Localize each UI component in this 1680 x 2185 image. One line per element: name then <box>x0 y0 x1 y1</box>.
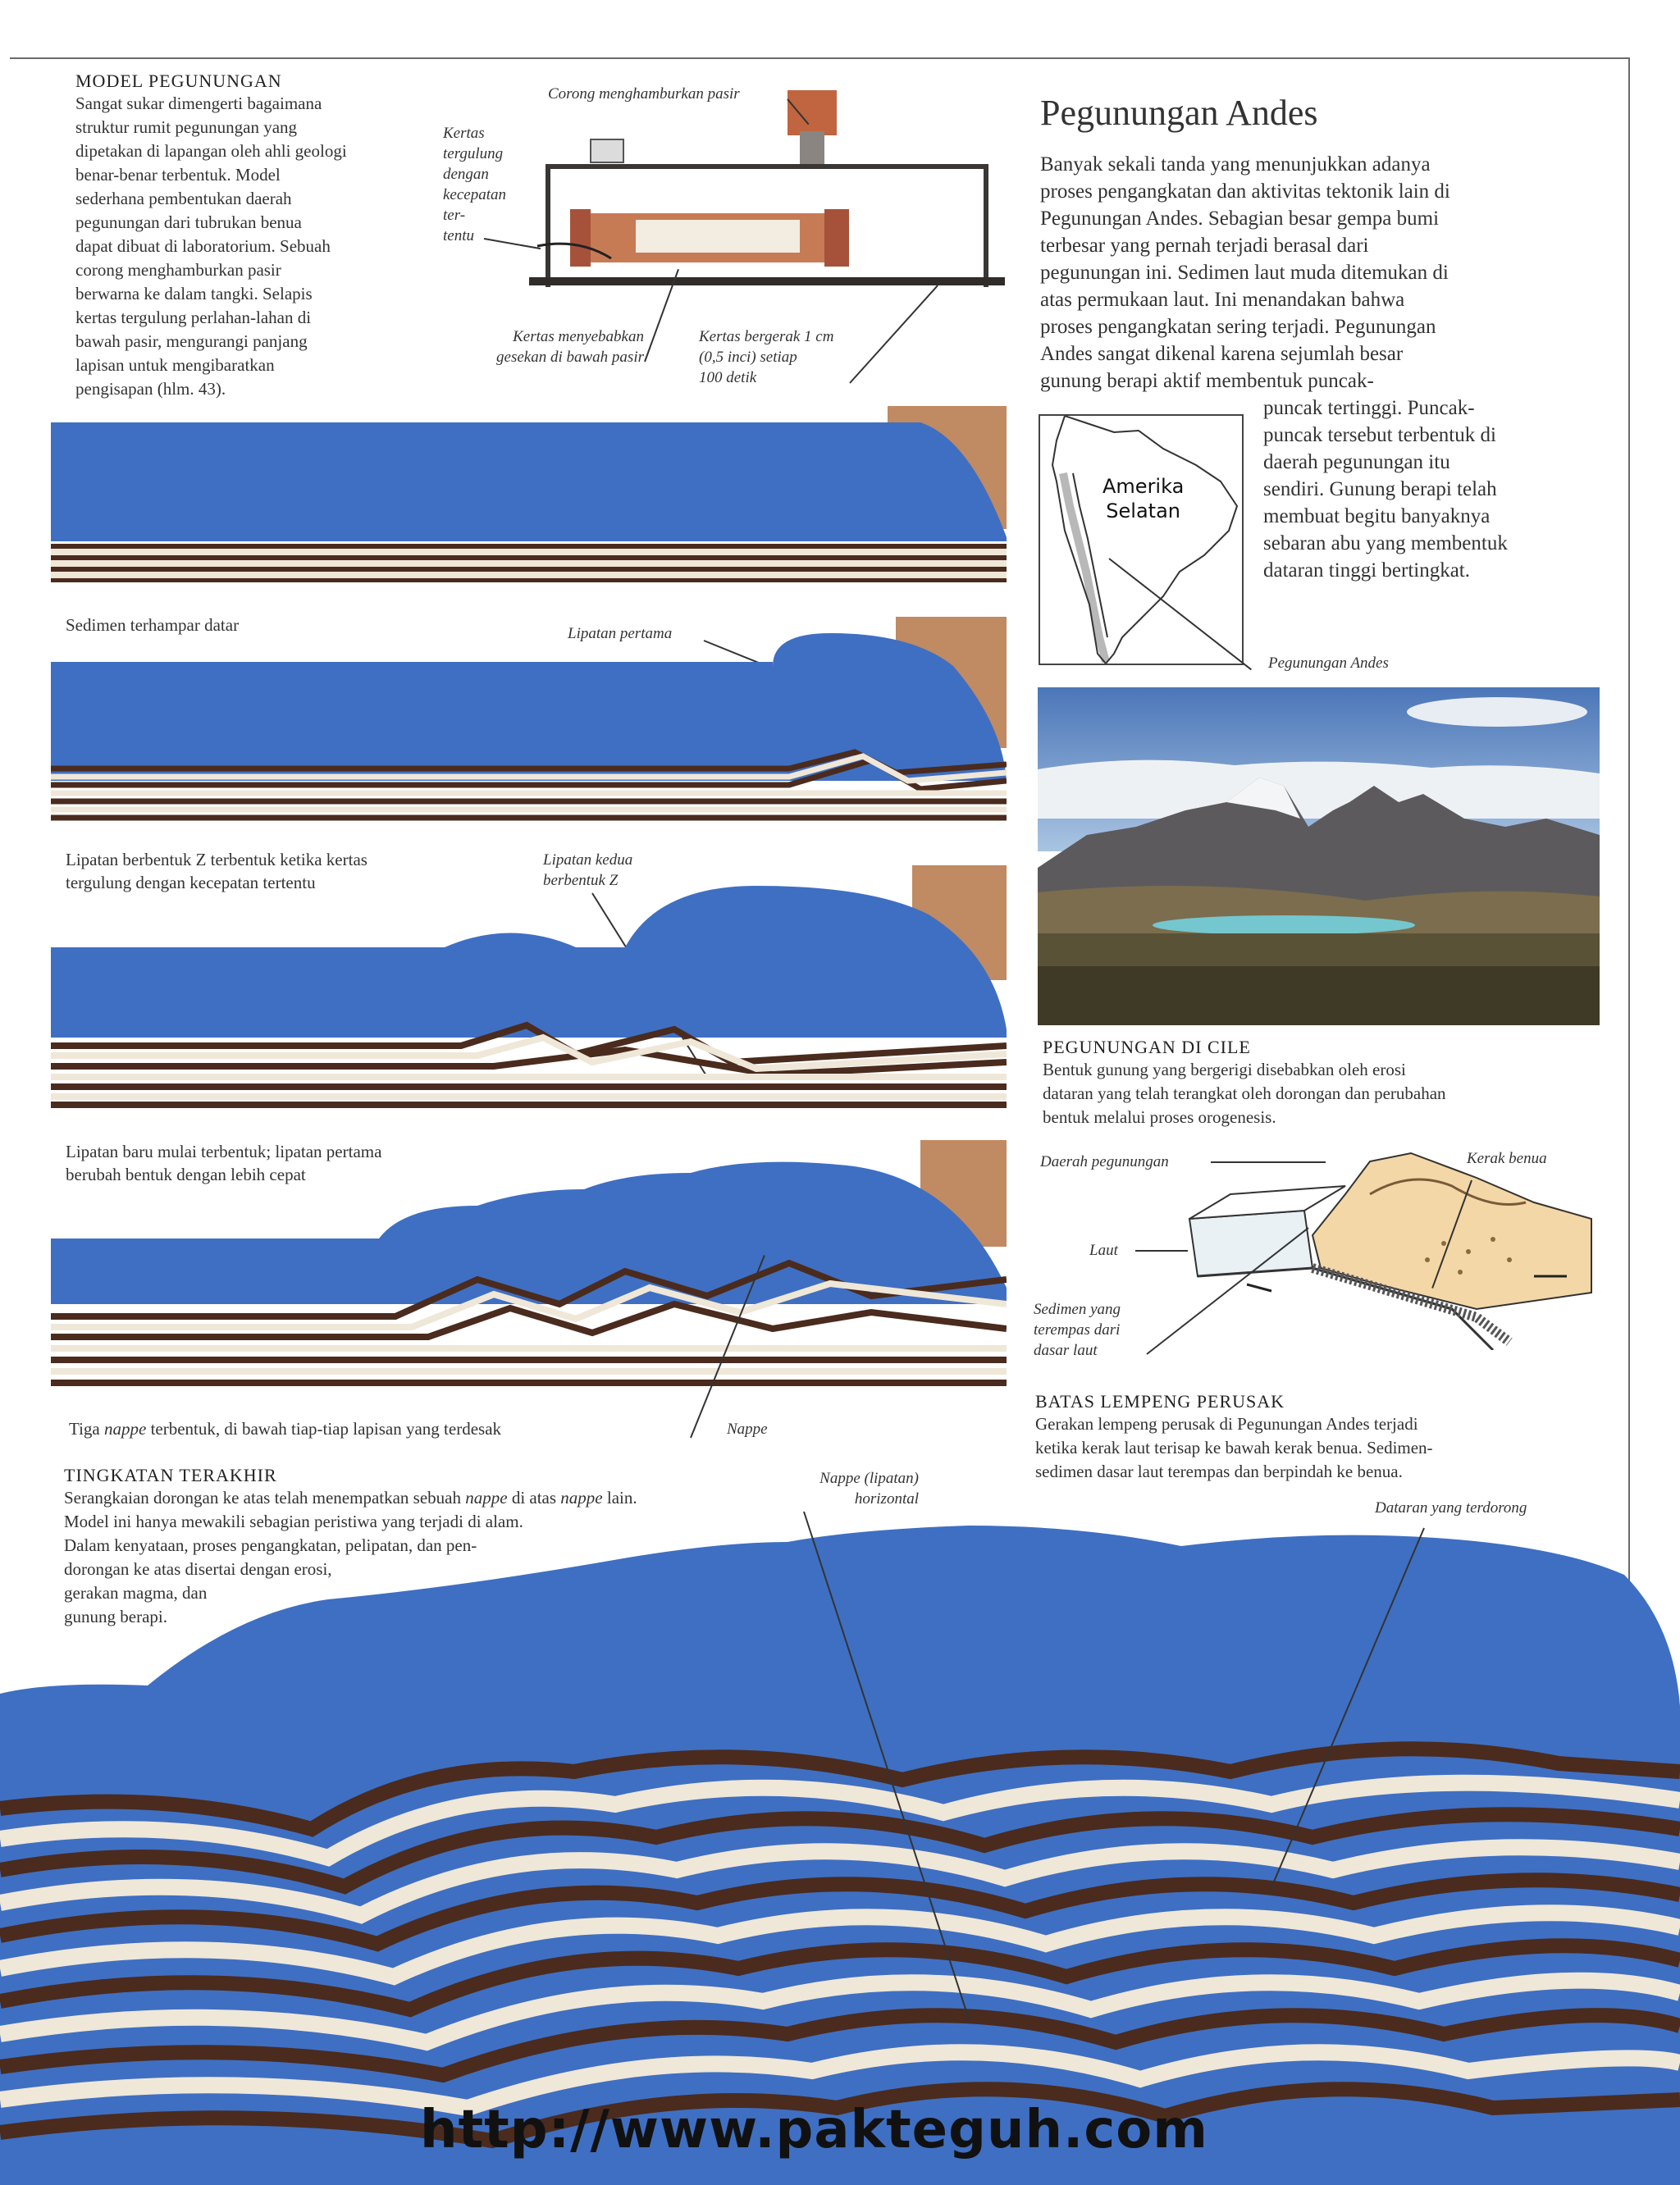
stage-3-photo <box>51 865 1007 1111</box>
map-label-line: Amerika <box>1102 475 1185 498</box>
caption-line: Lipatan baru mulai terbentuk; lipatan pertama <box>66 1142 382 1161</box>
chile-line: dataran yang telah terangkat oleh dorongan dan perubahan <box>1043 1083 1446 1103</box>
label-speed <box>699 326 863 388</box>
stage-1-photo <box>51 406 1007 586</box>
andes-text-top <box>1040 151 1598 395</box>
label-line: Nappe (lipatan) <box>819 1470 919 1487</box>
label-continental-crust: Kerak benua <box>1467 1150 1547 1167</box>
label-friction <box>476 326 644 367</box>
andes-line: sebaran abu yang membentuk <box>1263 532 1508 554</box>
caption-part: Tiga <box>69 1419 104 1439</box>
label-line: ter- <box>443 207 466 224</box>
model-line: pegunungan dari tubrukan benua <box>75 212 302 232</box>
map-label-line: Selatan <box>1106 499 1180 522</box>
chile-line: Bentuk gunung yang bergerigi disebabkan oleh erosi <box>1043 1060 1406 1079</box>
label-line: Kertas <box>443 125 485 142</box>
andes-line: Pegunungan Andes. Sebagian besar gempa bumi <box>1040 208 1440 230</box>
label-line: gesekan di bawah pasir <box>496 349 644 366</box>
label-line: terempas dari <box>1034 1321 1121 1339</box>
label-funnel: Corong menghamburkan pasir <box>548 85 740 103</box>
text-part: lain. <box>602 1488 637 1508</box>
stage-4-caption <box>69 1417 501 1440</box>
final-heading: TINGKATAN TERAKHIR <box>64 1465 277 1485</box>
label-line: 100 detik <box>699 369 757 386</box>
caption-part: nappe <box>104 1419 147 1439</box>
label-line: Kertas bergerak 1 cm <box>699 328 834 345</box>
stage-2-photo <box>51 617 1007 830</box>
chile-caption <box>1043 1037 1600 1129</box>
final-line: gerakan magma, dan <box>64 1583 208 1603</box>
andes-title: Pegunungan Andes <box>1040 93 1318 133</box>
model-line: dapat dibuat di laboratorium. Sebuah <box>75 236 331 256</box>
boundary-caption <box>1035 1391 1609 1484</box>
model-heading: MODEL PEGUNUNGAN <box>75 71 282 91</box>
south-america-map <box>1039 414 1244 665</box>
chile-heading: PEGUNUNGAN DI CILE <box>1043 1037 1251 1057</box>
text-part: di atas <box>507 1488 561 1508</box>
andes-line: sendiri. Gunung berapi telah <box>1263 478 1497 500</box>
andes-line: proses pengangkatan dan aktivitas tektonik lain di <box>1040 180 1450 203</box>
label-line: (0,5 inci) setiap <box>699 349 797 366</box>
andes-line: proses pengangkatan sering terjadi. Pegunungan <box>1040 316 1436 338</box>
label-andes-pointer: Pegunungan Andes <box>1268 655 1389 672</box>
label-sea: Laut <box>1089 1242 1118 1259</box>
text-part: Serangkaian dorongan ke atas telah menempatkan sebuah <box>64 1488 466 1508</box>
andes-text-side <box>1263 395 1608 584</box>
andes-line: puncak tertinggi. Puncak- <box>1263 397 1475 419</box>
andes-line: membuat begitu banyaknya <box>1263 505 1491 527</box>
leader-mountain-area <box>1211 1161 1326 1163</box>
andes-line: Banyak sekali tanda yang menunjukkan adanya <box>1040 153 1431 176</box>
final-line: Model ini hanya mewakili sebagian peristiwa yang terjadi di alam. <box>64 1512 523 1531</box>
text-part: nappe <box>465 1488 508 1508</box>
text-part: nappe <box>560 1488 603 1508</box>
label-line: kecepatan <box>443 186 507 203</box>
label-mountain-area: Daerah pegunungan <box>1040 1153 1169 1170</box>
label-line: dengan <box>443 166 489 183</box>
final-line: dorongan ke atas disertai dengan erosi, <box>64 1559 332 1579</box>
final-line: gunung berapi. <box>64 1607 167 1626</box>
label-first-fold: Lipatan pertama <box>568 625 673 642</box>
model-line: benar-benar terbentuk. Model <box>75 165 281 185</box>
label-line: berbentuk Z <box>543 872 619 889</box>
model-line: kertas tergulung perlahan-lahan di <box>75 308 312 327</box>
model-intro-block <box>75 71 428 401</box>
model-line: sederhana pembentukan daerah <box>75 189 292 208</box>
label-line: Sedimen yang <box>1034 1301 1121 1318</box>
model-line: lapisan untuk mengibaratkan <box>75 355 275 375</box>
watermark-url: http://www.pakteguh.com <box>420 2100 1208 2160</box>
label-line: Kertas menyebabkan <box>513 328 644 345</box>
boundary-line: sedimen dasar laut terempas dan berpindah ke benua. <box>1035 1462 1403 1481</box>
map-label <box>1102 474 1184 523</box>
model-line: pengisapan (hlm. 43). <box>75 379 226 399</box>
label-line: Lipatan kedua <box>543 851 633 869</box>
andes-line: terbesar yang pernah terjadi berasal dari <box>1040 235 1369 257</box>
stage-4-photo <box>51 1140 1007 1403</box>
andes-line: gunung berapi aktif membentuk puncak- <box>1040 370 1374 392</box>
model-line: dipetakan di lapangan oleh ahli geologi <box>75 141 347 161</box>
label-line: tergulung <box>443 145 504 162</box>
andes-line: pegunungan ini. Sedimen laut muda ditemukan di <box>1040 262 1449 284</box>
label-line: horizontal <box>854 1490 919 1508</box>
chile-line: bentuk melalui proses orogenesis. <box>1043 1107 1276 1127</box>
boundary-line: ketika kerak laut terisap ke bawah kerak benua. Sedimen- <box>1035 1438 1433 1457</box>
andes-line: puncak tersebut terbentuk di <box>1263 424 1496 446</box>
andes-line: atas permukaan laut. Ini menandakan bahwa <box>1040 289 1405 311</box>
caption-line: berubah bentuk dengan lebih cepat <box>66 1165 306 1184</box>
boundary-heading: BATAS LEMPENG PERUSAK <box>1035 1391 1285 1412</box>
andes-line: Andes sangat dikenal karena sejumlah besar <box>1040 343 1404 365</box>
model-line: corong menghamburkan pasir <box>75 260 281 280</box>
caption-part: terbentuk, di bawah tiap-tiap lapisan yang terdesak <box>146 1419 502 1439</box>
label-paper-rolled <box>443 123 517 246</box>
model-line: struktur rumit pegunungan yang <box>75 117 298 137</box>
chile-mountain-photo <box>1038 687 1600 1025</box>
andes-line: daerah pegunungan itu <box>1263 451 1450 473</box>
label-line: dasar laut <box>1034 1342 1098 1359</box>
andes-line: dataran tinggi bertingkat. <box>1263 559 1471 582</box>
label-nappe: Nappe <box>727 1421 768 1438</box>
page-right-rule <box>1628 57 1630 1583</box>
boundary-line: Gerakan lempeng perusak di Pegunungan Andes terjadi <box>1035 1414 1418 1434</box>
model-text <box>75 92 428 401</box>
caption-line: Lipatan berbentuk Z terbentuk ketika kertas <box>66 850 368 869</box>
stage-1-caption: Sedimen terhampar datar <box>66 615 240 635</box>
label-nappe-horizontal <box>791 1468 919 1509</box>
label-sediment <box>1034 1299 1121 1361</box>
final-text-block <box>64 1465 802 1629</box>
apparatus-photo <box>513 82 1005 295</box>
label-line: tentu <box>443 227 474 244</box>
page-top-rule <box>10 57 1630 59</box>
plate-boundary-diagram <box>1181 1145 1608 1350</box>
final-line <box>64 1486 802 1510</box>
model-line: bawah pasir, mengurangi panjang <box>75 331 308 351</box>
leader-sea <box>1135 1250 1188 1252</box>
label-pushed-plateau: Dataran yang terdorong <box>1375 1499 1527 1517</box>
final-line: Dalam kenyataan, proses pengangkatan, pelipatan, dan pen- <box>64 1535 477 1555</box>
model-line: Sangat sukar dimengerti bagaimana <box>75 94 322 113</box>
caption-line: tergulung dengan kecepatan tertentu <box>66 873 316 892</box>
model-line: berwarna ke dalam tangki. Selapis <box>75 284 313 303</box>
